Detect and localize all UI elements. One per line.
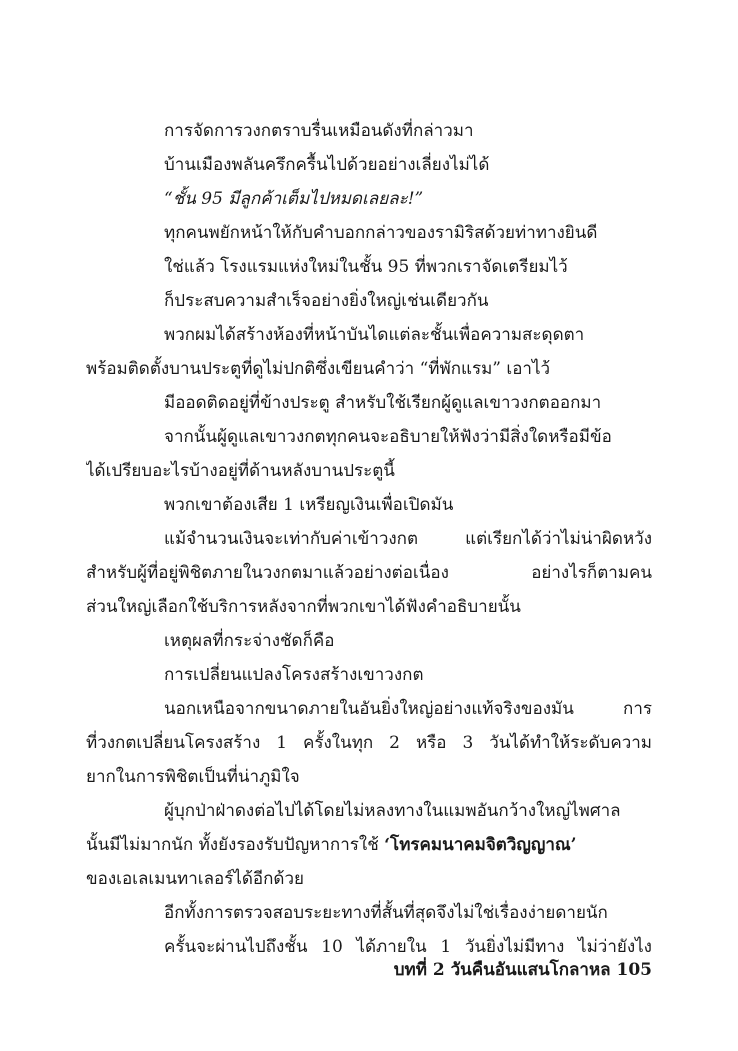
text-line: จากนั้นผู้ดูแลเขาวงกตทุกคนจะอธิบายให้ฟังว่ามีสิ่งใดหรือมีข้อ xyxy=(164,427,612,447)
text-line: นอกเหนือจากขนาดภายในอันยิ่งใหญ่อย่างแท้จริงของมัน การ xyxy=(164,699,652,719)
text-span: นั้นมีไม่มากนัก ทั้งยังรองรับปัญหาการใช้ xyxy=(86,835,385,855)
text-line: ทุกคนพยักหน้าให้กับคำบอกกล่าวของรามิริสด้วยท่าทางยินดี xyxy=(164,223,598,243)
text-line: พวกผมได้สร้างห้องที่หน้าบันไดแต่ละชั้นเพื่อความสะดุดตา xyxy=(164,325,585,345)
text-line: ครั้นจะผ่านไปถึงชั้น 10 ได้ภายใน 1 วันยิ่งไม่มีทาง ไม่ว่ายังไง xyxy=(164,937,652,957)
text-line: แม้จำนวนเงินจะเท่ากับค่าเข้าวงกต แต่เรียกได้ว่าไม่น่าผิดหวัง xyxy=(164,529,652,549)
text-line: การจัดการวงกตราบรื่นเหมือนดังที่กล่าวมา xyxy=(164,121,474,141)
text-line: ที่วงกตเปลี่ยนโครงสร้าง 1 ครั้งในทุก 2 หรือ 3 วันได้ทำให้ระดับความ xyxy=(86,733,652,753)
text-line: พร้อมติดตั้งบานประตูที่ดูไม่ปกติซึ่งเขียนคำว่า “ที่พักแรม” เอาไว้ xyxy=(86,359,551,379)
text-line: ของเอเลเมนทาเลอร์ได้อีกด้วย xyxy=(86,869,304,889)
bold-term: ‘โทรคมนาคมจิตวิญญาณ’ xyxy=(384,835,577,855)
text-line xyxy=(86,828,652,862)
text-line: เหตุผลที่กระจ่างชัดก็คือ xyxy=(164,631,335,651)
text-line: บ้านเมืองพลันครึกครื้นไปด้วยอย่างเลี่ยงไม่ได้ xyxy=(164,155,490,175)
dialogue-line: “ชั้น 95 มีลูกค้าเต็มไปหมดเลยละ!” xyxy=(164,189,424,209)
text-line: อีกทั้งการตรวจสอบระยะทางที่สั้นที่สุดจึงไม่ใช่เรื่องง่ายดายนัก xyxy=(164,903,608,923)
text-line: ยากในการพิชิตเป็นที่น่าภูมิใจ xyxy=(86,767,300,787)
text-line: สำหรับผู้ที่อยู่พิชิตภายในวงกตมาแล้วอย่างต่อเนื่อง อย่างไรก็ตามคน xyxy=(86,563,652,583)
text-line: พวกเขาต้องเสีย 1 เหรียญเงินเพื่อเปิดมัน xyxy=(164,495,454,515)
body-text xyxy=(86,114,652,964)
text-line: ผู้บุกป่าฝ่าดงต่อไปได้โดยไม่หลงทางในแมพอันกว้างใหญ่ไพศาล xyxy=(164,801,621,821)
text-line: การเปลี่ยนแปลงโครงสร้างเขาวงกต xyxy=(164,665,424,685)
text-line: ส่วนใหญ่เลือกใช้บริการหลังจากที่พวกเขาได้ฟังคำอธิบายนั้น xyxy=(86,597,521,617)
text-line: ก็ประสบความสำเร็จอย่างยิ่งใหญ่เช่นเดียวกัน xyxy=(164,291,489,311)
text-line: ใช่แล้ว โรงแรมแห่งใหม่ในชั้น 95 ที่พวกเราจัดเตรียมไว้ xyxy=(164,257,568,277)
page-footer: บทที่ 2 วันคืนอันแสนโกลาหล 105 xyxy=(393,960,652,980)
text-line: มีออดติดอยู่ที่ข้างประตู สำหรับใช้เรียกผู้ดูแลเขาวงกตออกมา xyxy=(164,393,602,413)
text-line: ได้เปรียบอะไรบ้างอยู่ที่ด้านหลังบานประตูนี้ xyxy=(86,461,395,481)
